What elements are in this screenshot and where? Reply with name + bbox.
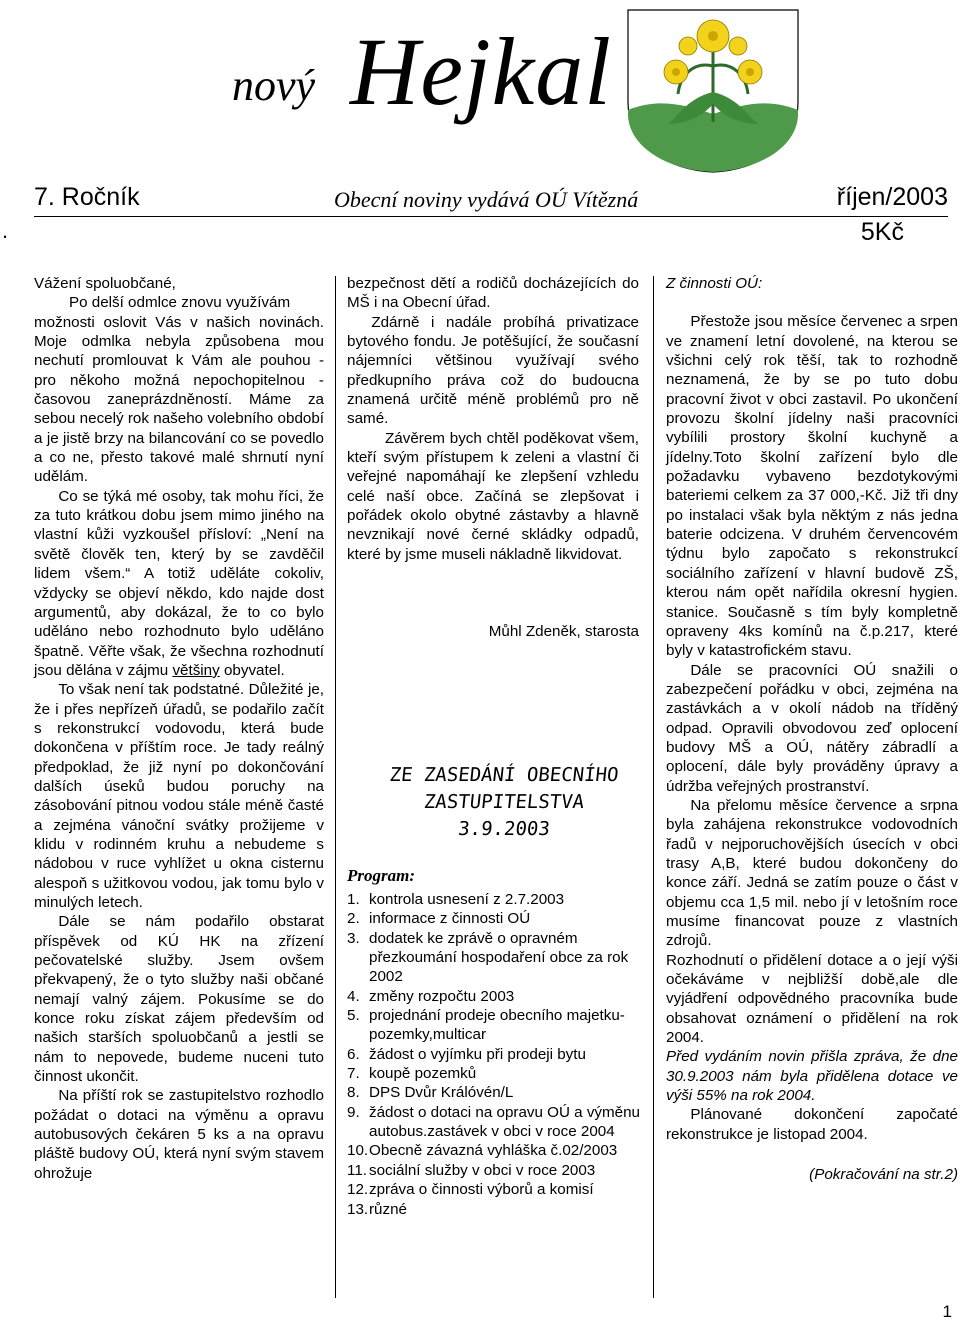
paragraph: možnosti oslovit Vás v našich novinách. Moje odmlka nebyla způsobena mou nechutí promlouvat k Vám ale pouhou - pro někoho možná nepochopitelnou - časovou zaneprázdněností. Máme za sebou necelý rok našeho volebního období a je jistě brzy na bilancování co se povedlo a co ne, přesto takové malé shrnutí nyní udělám. [34, 313, 324, 486]
column-2 [347, 274, 639, 564]
greeting: Vážení spoluobčané, [34, 275, 176, 292]
program-item-text: dodatek ke zprávě o opravném přezkoumání hospodaření obce za rok 2002 [369, 929, 629, 986]
paragraph: Přestože jsou měsíce červenec a srpen ve znamení letní dovolené, na kterou se všichni celý rok těší, tak to rozhodně neznamená, že by se po tuto dobu pracovní život v obci zastavil. Po ukončení provozu školní jídelny naši pracovníci vybílili prostory školní kuchyně a jídelny.Toto školní zařízení bylo dle požadavku vybaveno bezdotykovými bateriemi celkem za 37 000,-Kč. Již tři dny po instalaci však byla něktým z nás jedna baterie odcizena. V druhém červencovém týdnu bylo započato s rekonstrukcí sociálního zařízení v hlavní budově ZŠ, kterou nám opět nařídila okresní hygien. stanice. Současně s tím byly kompletně opraveny 4ks komínů na č.p.217, které byly v katastrofickém stavu. [666, 313, 958, 660]
section-heading: Z činnosti OÚ: [666, 275, 763, 292]
program-item [347, 1200, 641, 1219]
column-divider [335, 276, 336, 1298]
column-3 [666, 274, 958, 1184]
issue-date: říjen/2003 [836, 183, 948, 211]
paragraph: To však není tak podstatné. Důležité je, že i přes nepřízeň úřadů, se podařilo začít s rekonstrukcí vodovodu, která bude dokončena v příštím roce. Je tady reálný předpoklad, že již nyní po dokončování dalších úseků budou poruchy na zásobování pitnou vodou stále méně časté a zejména vánoční svátky prožijeme v klidu v rodinném kruhu a nebudeme s nádobou v ruce vyhlížet u okna cisternu alespoň s užitkovou vodou, jak tomu bylo v minulých letech. [34, 681, 324, 911]
masthead-title: Hejkal [350, 18, 612, 125]
program-item [347, 1045, 641, 1064]
program-list [347, 890, 641, 1219]
paragraph: Co se týká mé osoby, tak mohu říci, že za tuto krátkou dobu jsem mimo jiného na vlastní kůži vyzkoušel přísloví: „Není na světě člověk ten, který by se zavděčil lidem všem.“ A totiž uděláte cokoliv, vždycky se objeví někdo, kdo najde dost argumentů, aby dokázal, že to co bylo uděláno nebo rozhodnuto bylo uděláno špatně. Věřte však, že všechna rozhodnutí jsou dělána v zájmu většiny obyvatel. [34, 487, 324, 679]
program-item [347, 1083, 641, 1102]
program-heading: Program: [347, 866, 415, 885]
program-item-number: 8. [347, 1084, 360, 1102]
program-item-text: různé [369, 1200, 407, 1218]
paragraph: Závěrem bych chtěl poděkovat všem, kteří svým přístupem k zeleni a vlastní či veřejné napomáhají ke zlepšení vzhledu celé naší obce. Začíná se zlepšovat i pořádek okolo obytné zástavby a hlavně nevznikají nové černé skládky odpadů, které by jsme museli nákladně likvidovat. [347, 429, 639, 563]
paragraph: Dále se nám podařilo obstarat příspěvek od KÚ HK na zřízení pečovatelské služby. Jsem ovšem překvapený, že o tyto služby naši občané nemají valný zájem. Pokusíme se do konce roku získat zájem především od našich starších spoluobčanů a jestli se nám to nepovede, budeme nuceni tuto činnost ukončit. [34, 913, 324, 1086]
program-item-number: 4. [347, 987, 360, 1005]
program-item [347, 909, 641, 928]
paragraph: Na přelomu měsíce července a srpna byla zahájena rekonstrukce vodovodních řadů v nejporuchovějších úsecích v obci trasy A,B, které budou dokončeny do konce září. Jedná se zatím pouze o část v objemu cca 1,5 mil. nebo jí v letošním roce musíme financovat pouze z vlastních zdrojů. [666, 796, 958, 950]
program-item-text: DPS Dvůr Králóvén/L [369, 1084, 514, 1102]
program-item-number: 2. [347, 910, 360, 928]
program-item [347, 987, 641, 1006]
header-dot: . [2, 218, 9, 243]
program-item [347, 1141, 641, 1160]
column-divider [653, 276, 654, 1298]
program-item-text: projednání prodeje obecního majetku-pozemky,multicar [369, 1007, 625, 1044]
program-item [347, 890, 641, 909]
program-item-text: žádost o vyjímku při prodeji bytu [369, 1045, 586, 1063]
continued-note: (Pokračování na str.2) [809, 1166, 958, 1184]
paragraph: Na příští rok se zastupitelstvo rozhodlo požádat o dotaci na výměnu a opravu autobusových čekáren 5 ks a na opravu pláště budovy OÚ, která nyní svým stavem ohrožuje [34, 1087, 324, 1182]
program-item-number: 13. [347, 1200, 369, 1218]
program-item [347, 929, 641, 987]
program-item-number: 11. [347, 1161, 367, 1179]
program-item-number: 6. [347, 1045, 360, 1063]
column-1 [34, 274, 324, 1183]
program-item-number: 1. [347, 891, 360, 908]
paragraph: Po delší odmlce znovu využívám [68, 294, 291, 312]
paragraph: Před vydáním novin přišla zpráva, že dne 30.9.2003 nám byla přidělena dotace ve výši 55% na rok 2004. [666, 1048, 958, 1105]
program-item [347, 1006, 641, 1045]
paragraph: bezpečnost dětí a rodičů docházejících do MŠ i na Obecní úřad. [347, 275, 639, 312]
program-item-text: změny rozpočtu 2003 [369, 987, 515, 1005]
program-item-number: 7. [347, 1065, 360, 1083]
program-item-number: 3. [347, 929, 360, 947]
program-item-text: sociální služby v obci v roce 2003 [369, 1161, 596, 1179]
paragraph: Rozhodnutí o přidělení dotace a o její výši očekáváme v nejbližší době,ale dle vyjádření odpovědného pracovníka bude obsahovat oznámení o přidělení na rok 2004. [666, 951, 958, 1047]
program-item [347, 1064, 641, 1083]
price: 5Kč [860, 218, 904, 246]
header-rule [34, 216, 948, 217]
program-item-text: kontrola usnesení z 2.7.2003 [369, 891, 565, 908]
program-item [347, 1161, 641, 1180]
page-number: 1 [942, 1302, 952, 1321]
program-item-number: 12. [347, 1181, 369, 1199]
program-item-text: žádost o dotaci na opravu OÚ a výměnu autobus.zastávek v obci v roce 2004 [369, 1103, 640, 1141]
program-item-text: informace z činnosti OÚ [369, 910, 531, 928]
publisher: Obecní noviny vydává OÚ Vítězná [334, 187, 639, 212]
paragraph: Dále se pracovníci OÚ snažili o zabezpečení pořádku v obci, zejména na zastávkách a v okolí nádob na tříděný odpad. Opravili obvodovou zeď oplocení budovy MŠ a OÚ, nátěry zábradlí a oplocení, dále byly prováděny úpravy a údržba veřejných prostranství. [666, 661, 958, 795]
paragraph: Plánované dokončení započaté rekonstrukce je listopad 2004. [666, 1106, 958, 1143]
program-item [347, 1180, 641, 1199]
meeting-heading: ZE ZASEDÁNÍ OBECNÍHO ZASTUPITELSTVA 3.9.2003 [388, 764, 620, 840]
program-item-text: koupě pozemků [369, 1065, 477, 1083]
paragraph: Zdárně i nadále probíhá privatizace bytového fondu. Je potěšující, že současní nájemníci většinou využívají svého předkupního práva což do budoucna znamená určitě méně problémů pro ně samé. [347, 313, 639, 428]
program-item-number: 10. [347, 1142, 369, 1160]
program-item-number: 9. [347, 1103, 360, 1121]
coat-of-arms-icon [608, 6, 818, 174]
program-item [347, 1103, 641, 1142]
signature: Můhl Zdeněk, starosta [488, 623, 639, 640]
program-item-text: zpráva o činnosti výborů a komisí [369, 1181, 594, 1199]
program-item-number: 5. [347, 1007, 360, 1025]
program-item-text: Obecně závazná vyhláška č.02/2003 [369, 1142, 618, 1160]
edition: 7. Ročník [34, 183, 140, 211]
masthead-prefix: nový [232, 61, 316, 110]
